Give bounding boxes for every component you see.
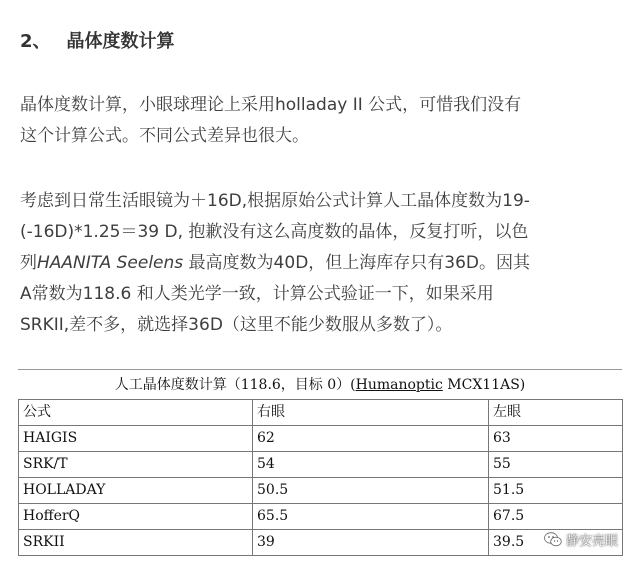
table-row: [19, 452, 623, 478]
paragraph-formula-intro: [20, 90, 620, 152]
right-eye-value: 39: [253, 530, 489, 556]
right-eye-value: 65.5: [253, 504, 489, 530]
paragraph-line: (-16D)*1.25＝39 D, 抱歉没有这么高度数的晶体，反复打听，以色: [20, 222, 529, 242]
formula-name: SRK/T: [19, 452, 253, 478]
left-eye-value: 63: [489, 426, 623, 452]
table-caption: [18, 369, 622, 400]
header-left-eye: 左眼: [489, 400, 623, 426]
left-eye-value: 51.5: [489, 478, 623, 504]
formula-name: HofferQ: [19, 504, 253, 530]
table-row: [19, 426, 623, 452]
right-eye-value: 54: [253, 452, 489, 478]
right-eye-value: 50.5: [253, 478, 489, 504]
text-fragment: 最高度数为40D，但上海库存只有36D。因其: [183, 253, 531, 273]
left-eye-value: 55: [489, 452, 623, 478]
paragraph-line: A常数为118.6 和人类光学一致，计算公式验证一下，如果采用: [20, 284, 494, 304]
text-fragment: 列: [20, 253, 37, 273]
left-eye-value: 67.5: [489, 504, 623, 530]
table-row: [19, 504, 623, 530]
table-row: [19, 478, 623, 504]
watermark: [544, 530, 618, 549]
paragraph-line: SRKII,差不多，就选择36D（这里不能少数服从多数了）。: [20, 315, 453, 335]
watermark-text: 静安亮眼: [565, 534, 618, 549]
paragraph-line: 晶体度数计算，小眼球理论上采用holladay II 公式，可惜我们没有: [20, 95, 522, 115]
left-eye-value: 39.5: [489, 530, 623, 556]
paragraph-line: 这个计算公式。不同公式差异也很大。: [20, 126, 309, 146]
header-right-eye: 右眼: [253, 400, 489, 426]
paragraph-line: [20, 248, 620, 279]
iol-power-table: [18, 399, 623, 556]
caption-brand: Humanoptic: [355, 377, 443, 393]
formula-name: HAIGIS: [19, 426, 253, 452]
caption-text: MCX11AS): [442, 377, 526, 393]
lens-brand-name: HAANITA Seelens: [37, 253, 184, 273]
paragraph-calculation: [20, 186, 620, 341]
wechat-icon: [544, 532, 562, 547]
formula-name: HOLLADAY: [19, 478, 253, 504]
caption-text: 人工晶体度数计算（118.6，目标 0）(: [114, 377, 356, 393]
paragraph-line: 考虑到日常生活眼镜为＋16D,根据原始公式计算人工晶体度数为19-: [20, 191, 530, 211]
section-title: 晶体度数计算: [66, 31, 175, 52]
table-header-row: [19, 400, 623, 426]
table-row: [19, 530, 623, 556]
section-number: 2、: [20, 31, 51, 52]
formula-name: SRKII: [19, 530, 253, 556]
header-formula: 公式: [19, 400, 253, 426]
iol-power-table-image: [18, 369, 622, 559]
right-eye-value: 62: [253, 426, 489, 452]
section-heading: [20, 30, 175, 54]
